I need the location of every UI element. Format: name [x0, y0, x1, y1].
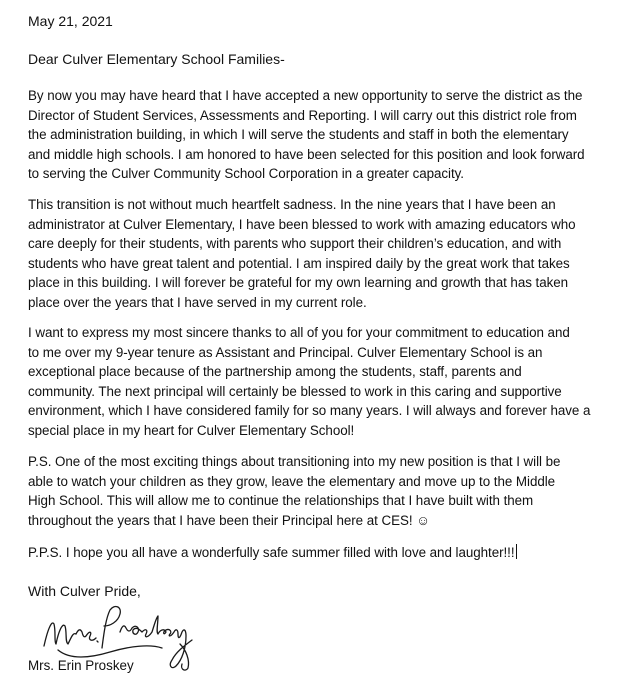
paragraph-line: By now you may have heard that I have accepted a new opportunity to serve the district as the [28, 88, 583, 103]
paragraph-line: place over the years that I have served in my current role. [28, 294, 367, 310]
paragraph-line: throughout the years that I have been their Principal here at CES! ☺ [28, 512, 430, 528]
paragraph-line: place in this building. I will forever be grateful for my own learning and growth that has taken [28, 275, 569, 291]
paragraph-1 [28, 86, 632, 184]
paragraph-line: environment, which I have considered family for so many years. I will always and forever have a [28, 403, 591, 419]
paragraph-line: special place in my heart for Culver Elementary School! [28, 422, 355, 438]
paragraph-line [28, 543, 632, 563]
letter-greeting: Dear Culver Elementary School Families- [28, 51, 285, 67]
letter-closing: With Culver Pride, [28, 583, 141, 599]
paragraph-line: care deeply for their students, with parents who support their children’s education, and with [28, 236, 562, 252]
paragraph-line: to serving the Culver Community School Corporation in a greater capacity. [28, 166, 464, 182]
paragraph-line: and middle high schools. I am honored to have been selected for this position and look forward [28, 146, 585, 162]
post-postscript [28, 543, 632, 563]
paragraph-2 [28, 195, 632, 313]
paragraph-line: to me over my 9-year tenure as Assistant and Principal. Culver Elementary School is an [28, 344, 543, 360]
postscript [28, 452, 632, 530]
letter-date: May 21, 2021 [28, 13, 113, 29]
paragraph-line: exceptional place because of the partnership among the students, staff, parents and [28, 364, 522, 380]
paragraph-line-text: P.P.S. I hope you all have a wonderfully safe summer filled with love and laughter!!! [28, 545, 515, 560]
paragraph-line: Director of Student Services, Assessments and Reporting. I will carry out this district role from [28, 107, 577, 123]
paragraph-line: students who have great talent and potential. I am inspired daily by the great work that takes [28, 255, 570, 271]
paragraph-line: P.S. One of the most exciting things about transitioning into my new position is that I will be [28, 454, 561, 469]
paragraph-3 [28, 323, 632, 441]
text-cursor [516, 544, 517, 559]
paragraph-line: I want to express my most sincere thanks to all of you for your commitment to education and [28, 325, 570, 340]
paragraph-line: High School. This will allow me to continue the relationships that I have built with them [28, 493, 534, 509]
paragraph-line: administrator at Culver Elementary, I have been blessed to work with amazing educators who [28, 216, 576, 232]
paragraph-line: the administration building, in which I will serve the students and staff in both the elementary [28, 127, 569, 143]
paragraph-line: This transition is not without much heartfelt sadness. In the nine years that I have been an [28, 197, 556, 212]
paragraph-line: community. The next principal will certainly be blessed to work in this caring and supportive [28, 383, 562, 399]
paragraph-line: able to watch your children as they grow, leave the elementary and move up to the Middle [28, 473, 556, 489]
signer-name: Mrs. Erin Proskey [28, 658, 134, 673]
